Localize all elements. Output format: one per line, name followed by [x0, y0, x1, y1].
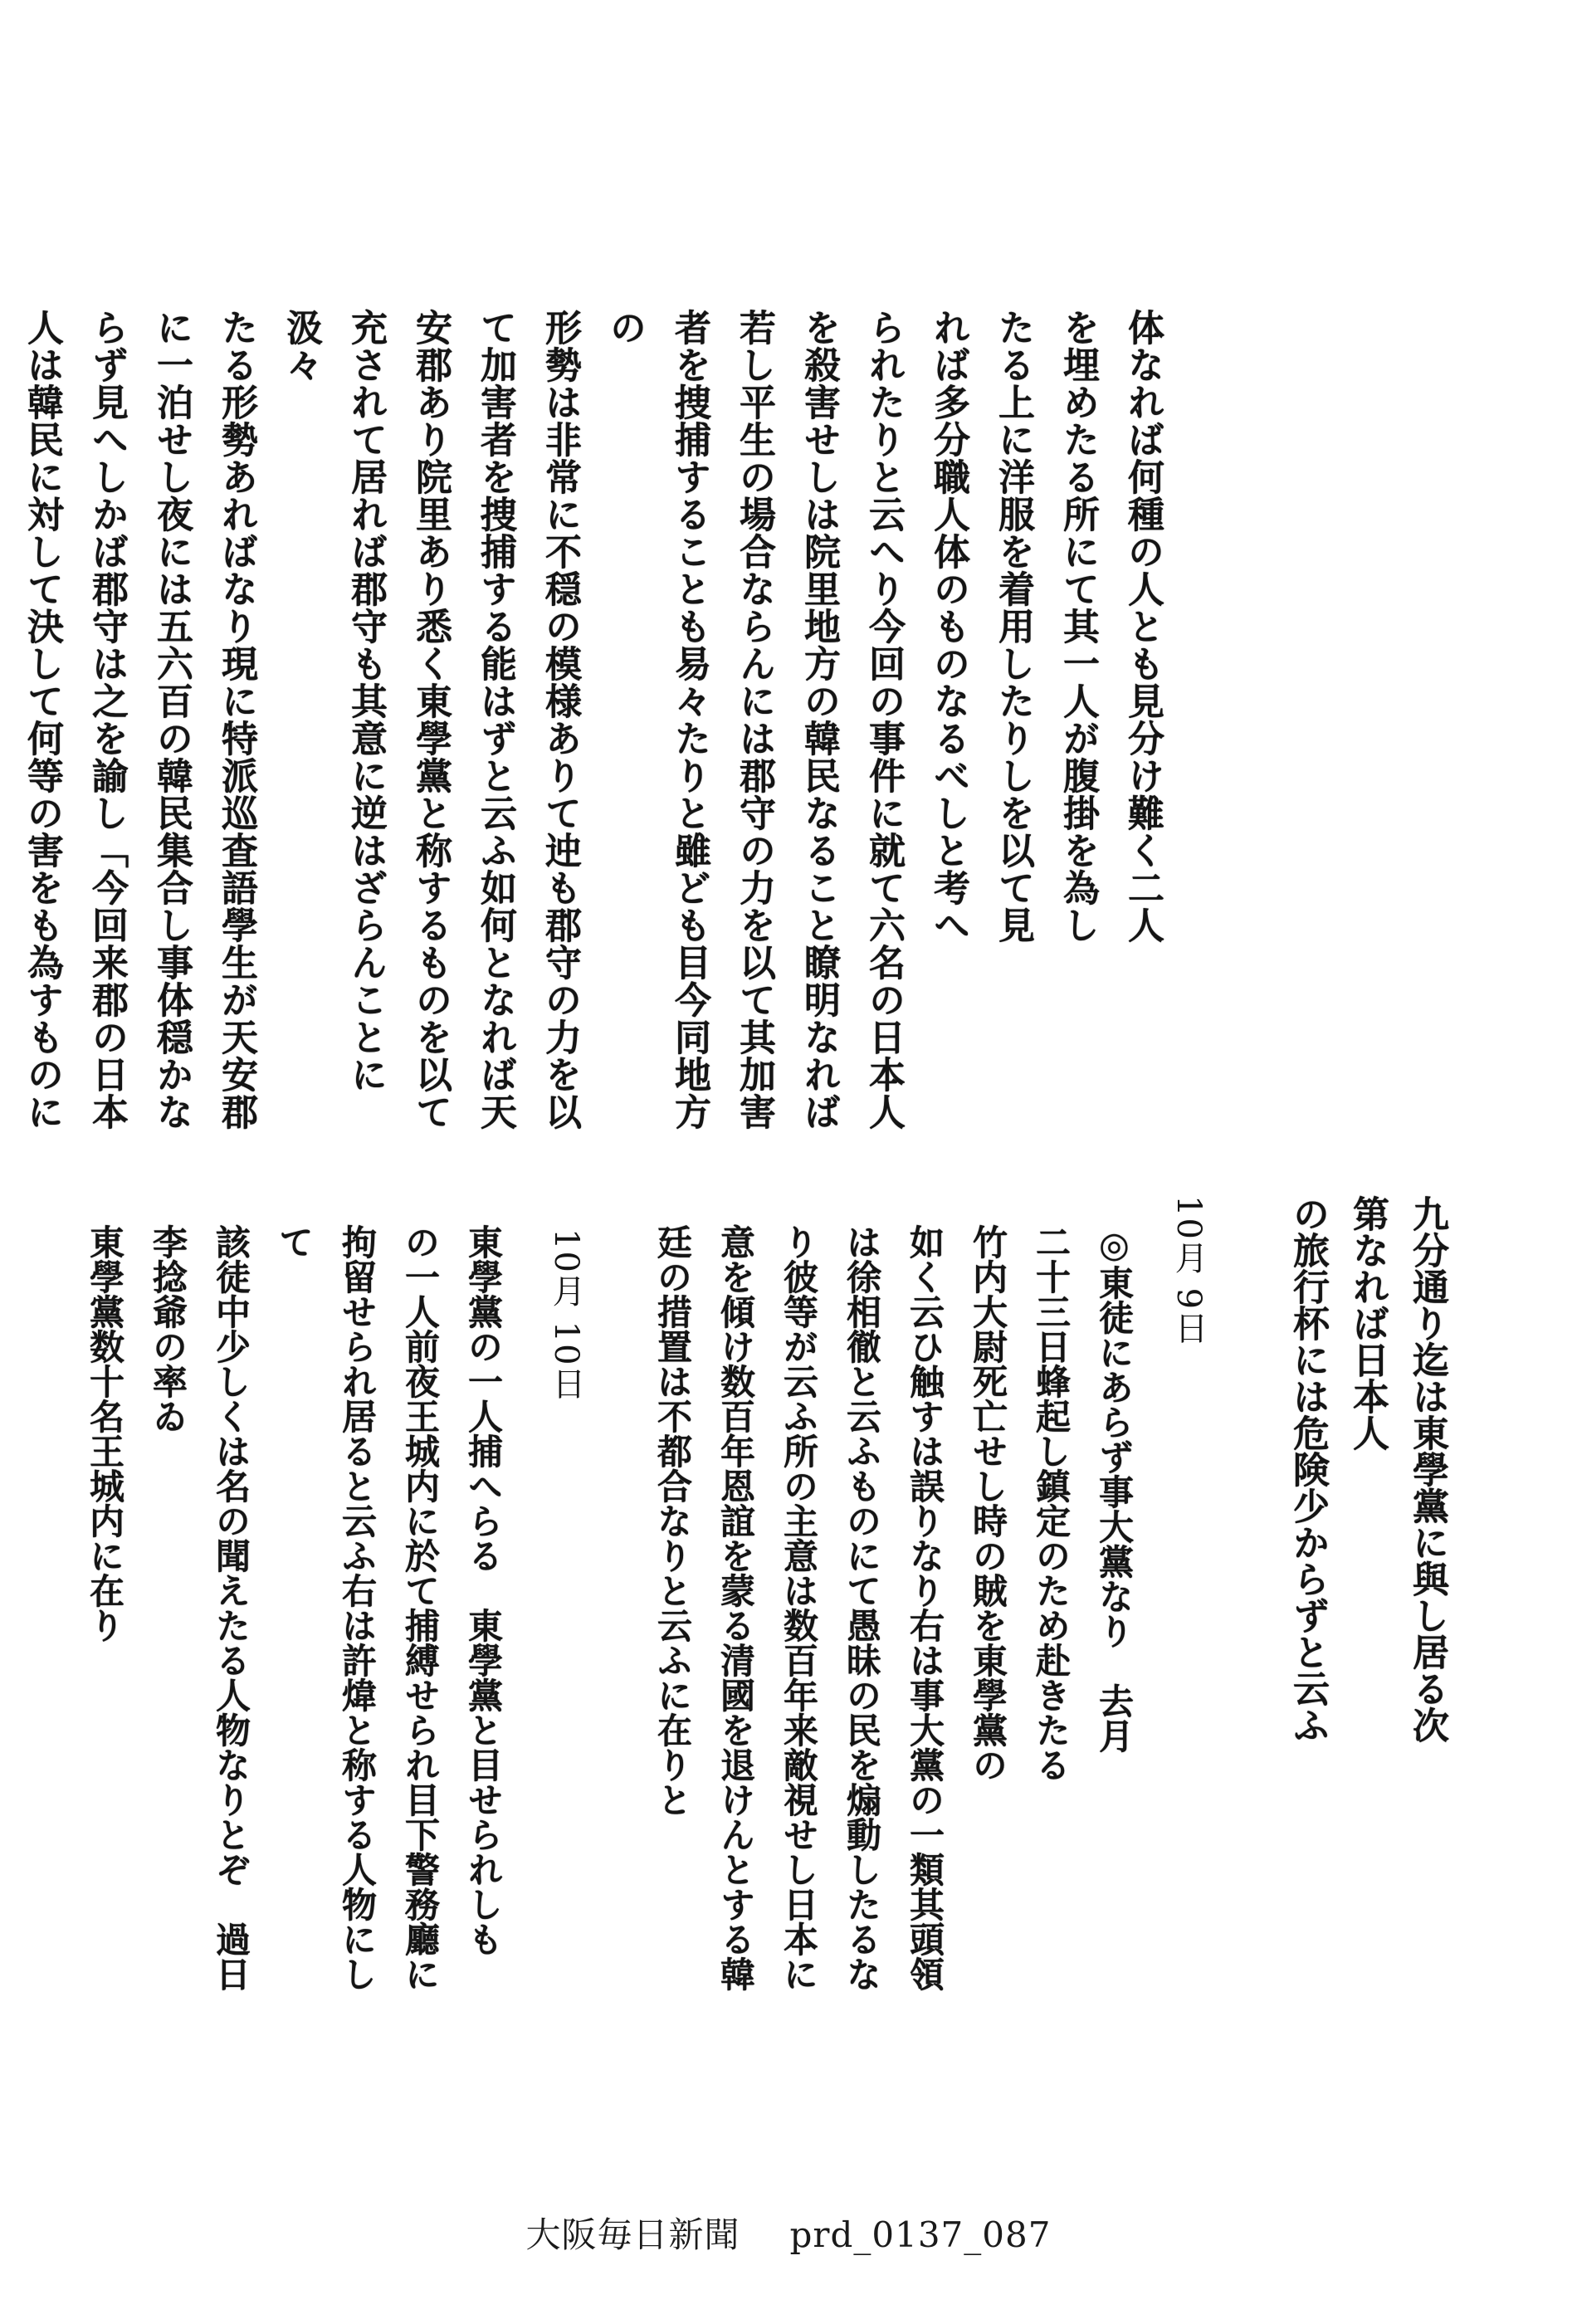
page-identifier: prd_0137_087 [789, 2214, 1052, 2255]
page-footer [0, 2208, 1577, 2258]
article-oct-9: ◎東徒にあらず事大黨なり 去月 二十三日蜂起し鎮定のため赴きたる 竹内大尉死亡せし時の賊を東學黨の 如く云ひ触すは誤りなり右は事大黨の一類其頭領 は徐相徹と云ふものにて愚昧の民を煽動したるな り彼等が云ふ所の主意は数百年来敵視せし日本に 意を傾け数百年恩誼を蒙る清國を退けんとする韓 廷の措置は不都合なりと云ふに在りと [652, 1224, 1135, 1991]
newspaper-name: 大阪毎日新聞 [525, 2214, 740, 2255]
article-oct-10: 東學黨の一人捕へらる 東學黨と目せられしも の一人前夜王城内に於て捕縛せられ目下警務廳に 拘留せられ居ると云ふ右は許煒と称する人物にして 該徒中少しくは名の聞えたる人物なりとぞ 過日李捻爺の率ゐ 東學黨数十名王城内に在り [85, 1224, 504, 1991]
date-heading-oct-10: 10月 10日 [547, 1228, 585, 1402]
article-top-ending: 九分通り迄は東學黨に與し居る次第なれば日本人 の旅行杯には危険少からずと云ふ [1286, 1195, 1448, 1743]
date-heading-oct-9: 10月 9日 [1169, 1195, 1208, 1346]
article-top-continuation: 体なれば何種の人とも見分け難く二人 を埋めたる所にて其一人が腹掛を為し たる上に洋服を着用したりしを以て見 れば多分職人体のものなるべしと考へ られたりと云へり今回の事件に就て六名の日本人 を殺害せしは院里地方の韓民なること瞭明なれば 若し平生の場合ならんには郡守の力を以て其加害 者を捜捕することも易々たりと雖ども目今同地方の 形勢は非常に不穏の模様ありて迚も郡守の力を以 て加害者を捜捕する能はずと云ふ如何となれば天 安郡あり院里あり悉く東學黨と称するものを以て 充されて居れば郡守も其意に逆はざらんことに汲々 たる形勢あればなり現に特派巡査語學生が天安郡 に一泊せし夜には五六百の韓民集合し事体穏かな らず見へしかば郡守は之を諭し「今回来郡の日本 人は韓民に対して決して何等の害をも為すものに [21, 309, 1164, 1130]
